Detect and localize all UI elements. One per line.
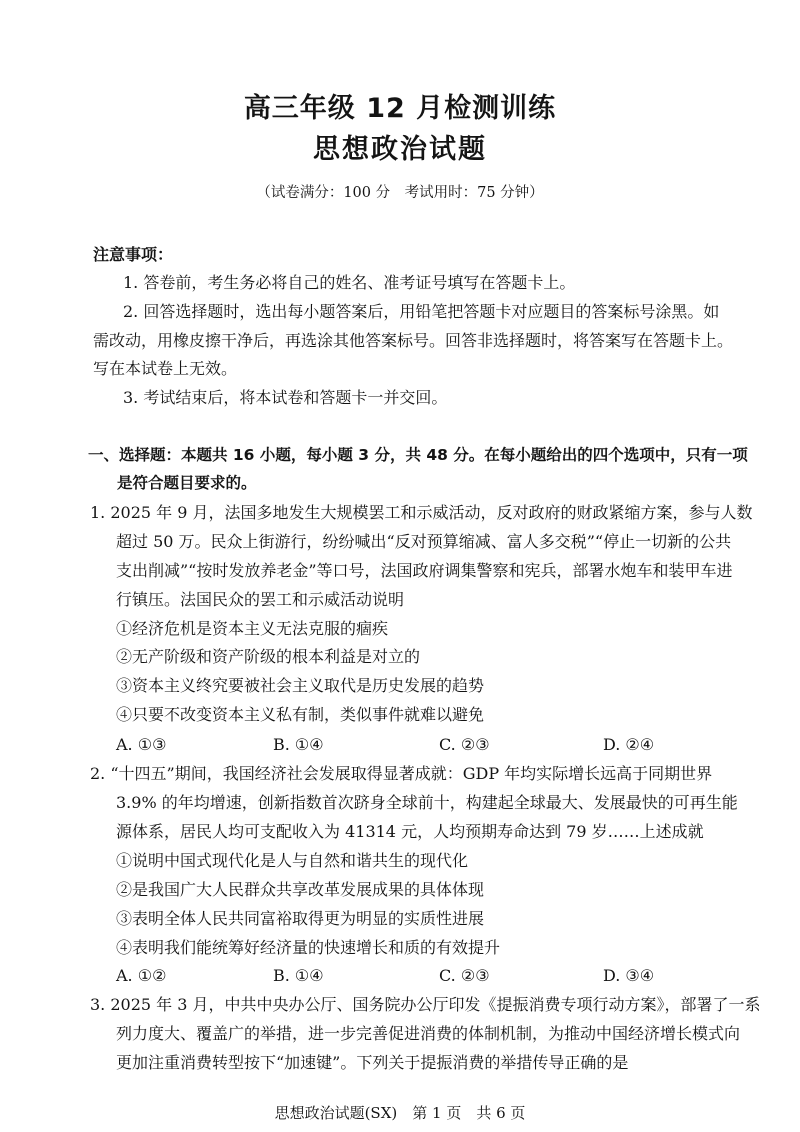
question-stem: 2. “十四五”期间，我国经济社会发展取得显著成就：GDP 年均实际增长远高于同期世界	[90, 764, 713, 783]
question-stem: 3. 2025 年 3 月，中共中央办公厅、国务院办公厅印发《提振消费专项行动方案》，部署了一系	[90, 995, 761, 1014]
question-item: ③表明全体人民共同富裕取得更为明显的实质性进展	[116, 909, 485, 928]
question-stem: 列力度大、覆盖广的举措，进一步完善促进消费的体制机制，为推动中国经济增长模式向	[116, 1024, 741, 1043]
section-heading-cont: 是符合题目要求的。	[117, 474, 257, 492]
exam-meta: （试卷满分：100 分 考试用时：75 分钟）	[256, 185, 544, 201]
question-stem: 1. 2025 年 9 月，法国多地发生大规模罢工和示威活动，反对政府的财政紧缩方案，参与人数	[90, 503, 753, 522]
question-stem: 更加注重消费转型按下“加速键”。下列关于提振消费的举措传导正确的是	[116, 1053, 629, 1072]
question-item: ①说明中国式现代化是人与自然和谐共生的现代化	[116, 851, 469, 870]
question-stem: 超过 50 万。民众上街游行，纷纷喊出“反对预算缩减、富人多交税”“停止一切新的公共	[116, 532, 732, 551]
option-b: B. ①④	[273, 966, 324, 985]
page-footer: 思想政治试题(SX) 第 1 页 共 6 页	[274, 1104, 526, 1122]
question-item: ①经济危机是资本主义无法克服的痼疾	[116, 619, 389, 638]
question-stem: 支出削减”“按时发放养老金”等口号，法国政府调集警察和宪兵，部署水炮车和装甲车进	[116, 561, 733, 580]
question-item: ④只要不改变资本主义私有制，类似事件就难以避免	[116, 705, 485, 724]
option-c: C. ②③	[439, 966, 490, 985]
question-stem: 行镇压。法国民众的罢工和示威活动说明	[116, 590, 405, 609]
option-d: D. ③④	[603, 966, 655, 985]
notice-line: 2. 回答选择题时，选出每小题答案后，用铅笔把答题卡对应题目的答案标号涂黑。如	[123, 302, 720, 321]
exam-title: 高三年级 12 月检测训练	[243, 93, 557, 124]
question-item: ②是我国广大人民群众共享改革发展成果的具体体现	[116, 880, 485, 899]
subject-title: 思想政治试题	[313, 134, 487, 165]
question-stem: 源体系，居民人均可支配收入为 41314 元，人均预期寿命达到 79 岁……上述成就	[116, 822, 704, 841]
notice-line: 3. 考试结束后，将本试卷和答题卡一并交回。	[123, 388, 448, 407]
notice-heading: 注意事项：	[93, 245, 174, 264]
option-d: D. ②④	[603, 735, 655, 754]
notice-line: 需改动，用橡皮擦干净后，再选涂其他答案标号。回答非选择题时，将答案写在答题卡上。	[93, 331, 734, 350]
question-stem: 3.9% 的年均增速，创新指数首次跻身全球前十，构建起全球最大、发展最快的可再生能	[116, 793, 738, 812]
question-item: ③资本主义终究要被社会主义取代是历史发展的趋势	[116, 676, 485, 695]
question-item: ②无产阶级和资产阶级的根本利益是对立的	[116, 647, 421, 666]
question-item: ④表明我们能统筹好经济量的快速增长和质的有效提升	[116, 938, 501, 957]
option-a: A. ①③	[116, 735, 167, 754]
notice-line: 写在本试卷上无效。	[93, 359, 238, 378]
option-c: C. ②③	[439, 735, 490, 754]
option-a: A. ①②	[116, 966, 167, 985]
notice-line: 1. 答卷前，考生务必将自己的姓名、准考证号填写在答题卡上。	[123, 273, 576, 292]
option-b: B. ①④	[273, 735, 324, 754]
section-heading: 一、选择题：本题共 16 小题，每小题 3 分，共 48 分。在每小题给出的四个选项中，只有一项	[88, 446, 748, 464]
